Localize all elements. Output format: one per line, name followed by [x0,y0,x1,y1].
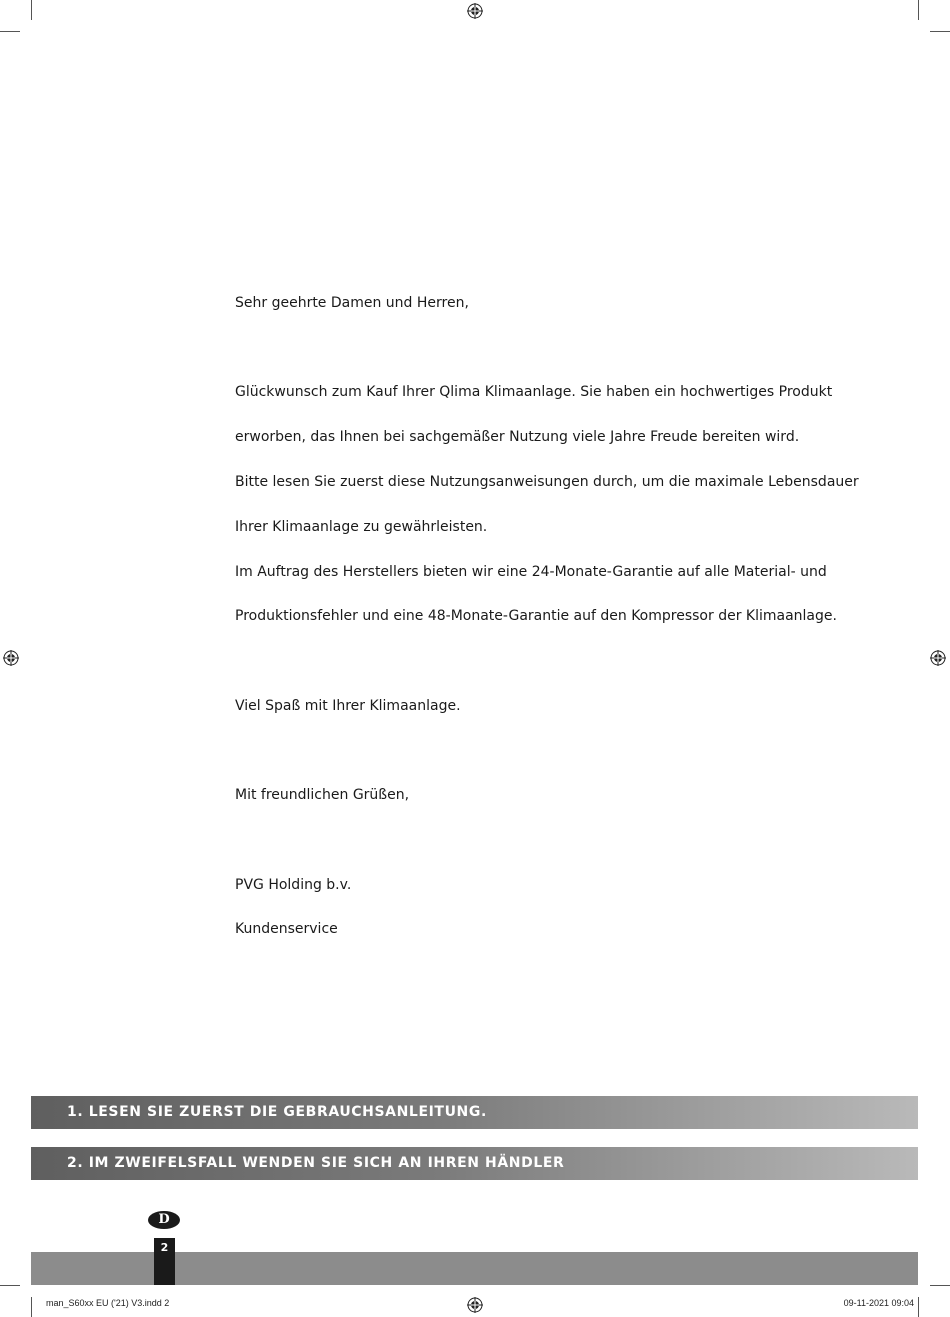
regards: Mit freundlichen Grüßen, [235,787,410,803]
paragraph-line: Ihrer Klimaanlage zu gewährleisten. [235,519,488,535]
registration-mark-icon [3,650,19,666]
paragraph-line: Bitte lesen Sie zuerst diese Nutzungsanweisungen durch, um die maximale Lebensdauer [235,474,859,490]
paragraph-line: erworben, das Ihnen bei sachgemäßer Nutzung viele Jahre Freude bereiten wird. [235,429,800,445]
slug-date-time: 09-11-2021 09:04 [843,1298,914,1308]
paragraph-line: Im Auftrag des Herstellers bieten wir eine 24-Monate-Garantie auf alle Material- und [235,564,827,580]
department-name: Kundenservice [235,921,338,937]
page-number: 2 [154,1238,175,1285]
registration-mark-icon [467,3,483,19]
instruction-band-1: 1. LESEN SIE ZUERST DIE GEBRAUCHSANLEITUNG. [31,1096,918,1129]
registration-mark-icon [467,1297,483,1313]
closing-wish: Viel Spaß mit Ihrer Klimaanlage. [235,698,461,714]
registration-mark-icon [930,650,946,666]
paragraph-line: Glückwunsch zum Kauf Ihrer Qlima Klimaanlage. Sie haben ein hochwertiges Produkt [235,384,833,400]
language-badge: D [148,1211,180,1229]
crop-mark [31,1297,32,1317]
crop-mark [930,1285,950,1286]
crop-mark [918,0,919,20]
crop-mark [31,0,32,20]
crop-mark [0,31,20,32]
instruction-band-2: 2. IM ZWEIFELSFALL WENDEN SIE SICH AN IHREN HÄNDLER [31,1147,918,1180]
slug-file-info: man_S60xx EU ('21) V3.indd 2 [46,1298,170,1308]
salutation: Sehr geehrte Damen und Herren, [235,295,469,311]
crop-mark [930,31,950,32]
crop-mark [918,1297,919,1317]
paragraph-line: Produktionsfehler und eine 48-Monate-Garantie auf den Kompressor der Klimaanlage. [235,608,837,624]
company-name: PVG Holding b.v. [235,877,352,893]
crop-mark [0,1285,20,1286]
